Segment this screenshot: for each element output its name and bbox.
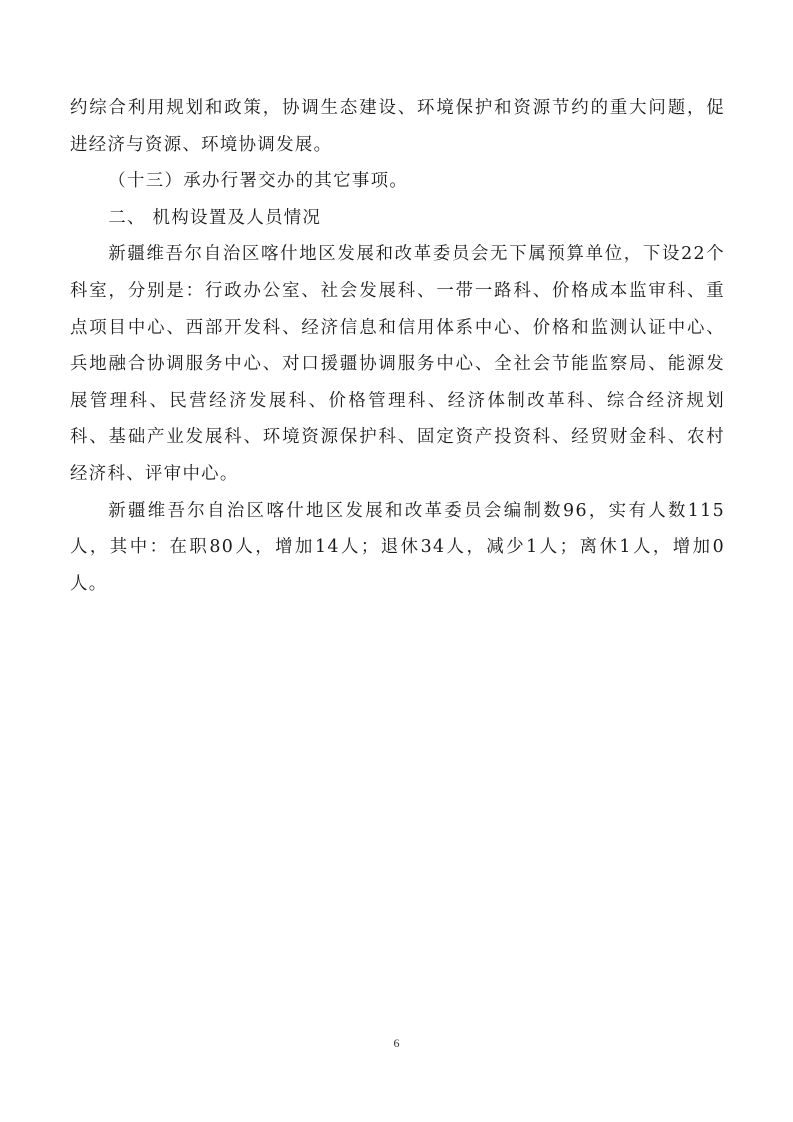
section-heading: 二、 机构设置及人员情况 bbox=[108, 207, 322, 228]
body-text bbox=[70, 90, 725, 602]
paragraph-staffing: 新疆维吾尔自治区喀什地区发展和改革委员会编制数96，实有人数115人，其中：在职80人，增加14人；退休34人，减少1人；离休1人，增加0人。 bbox=[70, 500, 725, 594]
paragraph-departments: 新疆维吾尔自治区喀什地区发展和改革委员会无下属预算单位，下设22个科室，分别是：行政办公室、社会发展科、一带一路科、价格成本监审科、重点项目中心、西部开发科、经济信息和信用体系中心、价格和监测认证中心、兵地融合协调服务中心、对口援疆协调服务中心、全社会节能监察局、能源发展管理科、民营经济发展科、价格管理科、经济体制改革科、综合经济规划科、基础产业发展科、环境资源保护科、固定资产投资科、经贸财金科、农村经济科、评审中心。 bbox=[70, 244, 725, 484]
page-number: 6 bbox=[393, 1036, 400, 1050]
paragraph-item-13: （十三）承办行署交办的其它事项。 bbox=[108, 171, 409, 192]
paragraph-continuation: 约综合利用规划和政策，协调生态建设、环境保护和资源节约的重大问题，促进经济与资源、环境协调发展。 bbox=[70, 98, 725, 155]
